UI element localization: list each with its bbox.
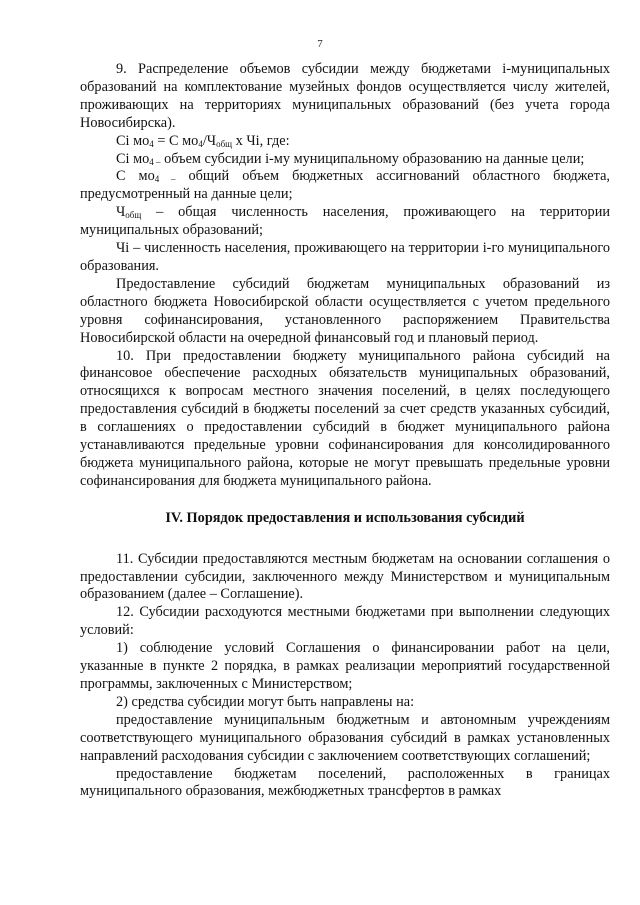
definition-subscript: общ [125, 210, 142, 221]
paragraph-provision: Предоставление субсидий бюджетам муниципальных образований из областного бюджета Новосибирской области осуществляется с учетом предельного уровня софинансирования, установленного распоряжением Правительства Новосибирской области на очередной финансовый год и плановый период. [80, 275, 610, 346]
condition-1: 1) соблюдение условий Соглашения о финансировании работ на цели, указанные в пункте 2 порядка, в рамках реализации мероприятий государственной программы, заключенных с Министерством; [80, 640, 610, 692]
condition-2-item-b: предоставление бюджетам поселений, расположенных в границах муниципального образования, межбюджетных трансфертов в рамках [80, 765, 610, 800]
formula-subscript: 4 [149, 138, 154, 149]
definition-subscript: 4 – [154, 174, 176, 185]
condition-2-item-a: предоставление муниципальным бюджетным и автономным учреждениям соответствующего муниципального образования субсидий в рамках установленных направлений расходования субсидии с заключением соответствующих соглашений; [80, 711, 610, 764]
paragraph-11: 11. Субсидии предоставляются местным бюджетам на основании соглашения о предоставлении субсидии, заключенного между Министерством и муниципальным образованием (далее – Соглашение). [80, 550, 610, 603]
formula-part: Ci мо [116, 132, 150, 149]
definition-text: объем субсидии i-му муниципальному образованию на данные цели; [160, 150, 585, 167]
paragraph-10: 10. При предоставлении бюджету муниципального района субсидий на финансовое обеспечение расходных обязательств муниципальных образований, относящихся к вопросам местного значения поселений, в целях последующего предоставления субсидий в бюджеты поселений за счет средств указанных субсидий, в соглашениях о предоставлении субсидий в бюджет муниципального района устанавливаются предельные уровни софинансирования для консолидированного бюджета муниципального района, которые не могут превышать предельные уровни софинансирования для бюджета муниципального района. [80, 347, 610, 489]
definition-term: Ч [116, 204, 126, 221]
condition-2: 2) средства субсидии могут быть направлены на: [116, 693, 415, 710]
definition-text: общий объем бюджетных ассигнований областного бюджета, предусмотренный на данные цели; [80, 168, 611, 203]
formula-part: /Ч [202, 132, 217, 149]
paragraph-9: 9. Распределение объемов субсидии между бюджетами i-муниципальных образований на комплектование музейных фондов осуществляется числу жителей, проживающих на территориях муниципальных образований (без учета города Новосибирска). [80, 61, 610, 131]
formula-part: x Чi, где: [232, 132, 290, 149]
formula-subscript: 4 [198, 138, 203, 149]
definition-chobsh [80, 204, 610, 240]
definition-term: C мо [116, 168, 155, 185]
paragraph-12: 12. Субсидии расходуются местными бюджетами при выполнении следующих условий: [80, 604, 610, 639]
section-heading: IV. Порядок предоставления и использования субсидий [165, 509, 525, 526]
formula-subscript: общ [216, 138, 233, 149]
definition-ci [80, 151, 610, 169]
page-number: 7 [317, 38, 323, 50]
definition-c [80, 168, 610, 204]
formula-line [80, 133, 610, 151]
document-body [80, 61, 610, 801]
definition-chi: Чi – численность населения, проживающего на территории i-го муниципального образования. [80, 240, 610, 274]
definition-term: Ci мо [116, 150, 150, 167]
formula-part: = C мо [153, 132, 199, 149]
definition-text: – общая численность населения, проживающего на территории муниципальных образований; [80, 204, 610, 239]
definition-subscript: 4 – [149, 156, 161, 167]
